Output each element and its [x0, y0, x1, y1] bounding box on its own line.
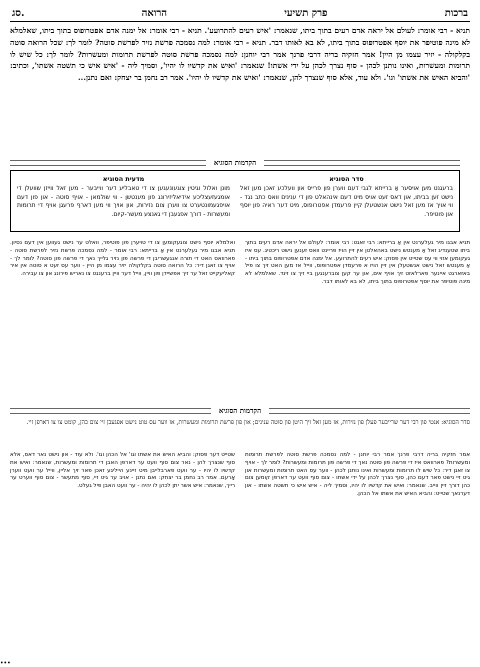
banner-ornament-right: [269, 408, 470, 414]
page: [10, 8, 470, 658]
footer-marker: •••: [0, 660, 11, 667]
commentary-section-1: [10, 240, 470, 396]
banner-label: הקדמות הסוגיא: [213, 158, 257, 167]
commentary2-left-column: שטייט דער פסוק: והביא האיש את אשתו וגו' אל הכהן וגו'. ולא עוד - און נישט נאר דאס, אלא סוף שנצרך להן - נאר צום סוף וועט ער דארפן האבן די תרומות ומעשרות, שנאמר: ואיש את קדשיו לו יהיו - ער וועט פארבלייבן מיט זיינע הייליגע זאכן פאר זיך אליין, ווייל ער וועט ווערן אָרעם. אמר רב נחמן בר יצחק: ואם נתנן - אויב ער גיט זיי, סוף מתעשר - צום סוף ווערט ער רייך, שנאמר: איש אשר יתן לכהן לו יהיה - ער וועט האבן פיל געלט.: [10, 452, 235, 490]
chapter-number: פרק תשיעי: [284, 8, 328, 19]
gemara-text: [10, 25, 470, 125]
intro-left-text: מונן ואלול וגיטין צוגעונעגען צו די טאבליע דער ווייבער - מען זאל ווייזן שוועלן די אומגעזעצליכע אידיאליזירונג פון מענטשן - ווי שולמאן - אויף סוטה - און פון דעם אויפגעמונטערט צו ווערן צום נזירות, און אויך ווי מען דארף פרעגן אויף די תרומות ומעשרות - דורך אפגעבן די גאנצע מעשר-קיום.: [17, 185, 230, 218]
banner-ornament-left: [10, 408, 211, 414]
page-header: [10, 8, 470, 19]
commentary-section-2: [10, 452, 470, 656]
intro-section-1: [10, 158, 460, 226]
header-divider: [10, 21, 470, 22]
commentary1-right-column: תניא אבגו מיר געלערנט אין אַ ברייתא: רבי זאגט: רבי אומר: לעולם אל יראה אדם רעים בתוך ביתו שטענדיג זאל אַ מענטש נישט באהאלטן אין זיין הויז פריינט וואס זענען נישט ריכטיג. עס איז געקומען אזוי ווי עס שטייט אין פסוק: איש רעים להתרועע. אל ימנה אדם אפטרופוס בתוך ביתו - אַ מענטש זאל נישט אנשטעלן אין זיין הויז א פרעמדן אפטרופוס, ווייל אז מען האט זיך צו פיל באזארגט איינער פארלאזט זיך אויף אים, און ער קען צוברענגען ביי זיך צו זינד. שאלמלא לא מינה פוטיפר את יוסף אפטרופוס בתוך ביתו, לא בא לאותו דבר.: [245, 240, 470, 285]
intro-right-column: [240, 175, 453, 219]
intro-left-column: [17, 175, 230, 219]
intro-box-1: [10, 170, 460, 232]
tractate-name: ברכות: [444, 8, 468, 19]
intro-right-subhead: סדר הסוגיא: [329, 175, 364, 183]
intro-left-subhead: מדעית הסוגיא: [102, 175, 145, 183]
intro-banner-2: [10, 406, 470, 415]
commentary2-right-column: אמר חזקיה בריה דרבי פרנך אמר רבי יוחנן - למה נסמכה פרשת סוטה לפרשת תרומות ומעשרות? פארוואס איז די פרשה פון סוטה נאך די פרשה פון תרומות ומעשרות? לומר לך - אויף צו זאגן דיר: כל שיש לו תרומות ומעשרות ואינו נותנן לכהן - ווער עס האט תרומות ומעשרות און גיט זיי נישט פאר דעם כהן, סוף נצרך לכהן על ידי אשתו - צום סוף וועט ער דארפן קומען צום כהן דורך זיין ווייב. שנאמר: ואיש את קדשיו לו יהיו, וסמיך ליה - איש איש כי תשטה אשתו - און דערנאך שטייט: והביא האיש את אשתו אל הכהן.: [245, 452, 470, 497]
intro-banner-1: [10, 158, 460, 167]
intro-right-text: ברעגנט מען אויסער אַ ברייתא לגבי דעם ווערן פון פרייס און וועלכע זאכן מען זאל נישט זען בביתו, און דאס זעט אויס מיט דעם אינהאלט פון די ענינים וואס כתב נגד - ווי אויך אז מען זאל נישט אנשטעלן קיין פרעמדן אפטרופוס, מיט דער ראיה פון יוסף און פוטיפר.: [240, 185, 453, 218]
banner-ornament-left: [10, 160, 206, 166]
intro2-text: סדר הסוגיא: אנטי פון רבי דער שרייבער פעלן פון נזירות, אז מען זאל זיך היטן פון סוטה ענינים; און פון פרשת תרומות ומעשרות, אז ווער עס טוט נישט אפגעבן זיי צום כהן, קומט צו צו דארפן זיי.: [26, 419, 470, 426]
chapter-name: הרואה: [141, 8, 168, 19]
gemara-body: תניא - רבי אומר: לעולם אל יראה אדם רעים בתוך ביתו, שנאמר: 'איש רעים להתרועע'. תניא - רבי אומר: אל ימנה אדם אפטרופוס בתוך ביתו, שאלמלא לא מינה פוטיפר את יוסף אפטרופוס בתוך ביתו, לא בא לאותו דבר. תניא - רבי אומר: למה נסמכה פרשת נזיר לפרשת סוטה? לומר לך: שכל הרואה סוטה בקלקולה - יזיר עצמו מן היין! אמר חזקיה בריה דרבי פרנך אמר רבי יוחנן: למה נסמכה פרשת סוטה לפרשת תרומות ומעשרות? לומר לך: כל שיש לו תרומות ומעשרות, ואינו נותנן לכהן - סוף נצרך לכהן על ידי אשתו! שנאמר: 'ואיש את קדשיו לו יהיו', וסמיך ליה - 'איש איש כי תשטה אשתו', וכתיב: 'והביא האיש את אשתו' וגו'. ולא עוד, אלא סוף שנצרך להן, שנאמר: 'ואיש את קדשיו לו יהיו'. אמר רב נחמן בר יצחק: ואם נתנן...: [10, 26, 470, 83]
banner-ornament-right: [264, 160, 460, 166]
intro-section-2: [10, 406, 470, 427]
page-number: סג.: [12, 8, 25, 19]
commentary1-left-column: ואלמלא יוסף נישט צוגעקומען צו די טויערן פון פוטיפר, וואלט ער נישט געווען אין דעם נסיון. תניא אבגו מיר געלערנט אין אַ ברייתא: רבי אומר - למה נסמכה פרשת נזיר לפרשת סוטה - פארוואס האט די תורה אנגעשריבן די פרשה פון נזיר גלייך נאך די פרשה פון סוטה? לומר לך - אויף צו זאגן דיר: כל הרואה סוטה בקלקולה יזיר עצמו מן היין - ווער עס זעט א סוטה אין איר קאליעקייט זאל ער זיך אפשיידן פון וויין, ווייל דער וויין ברענגט צו נאריש פירונג און צו עבירה.: [10, 240, 235, 278]
banner-label: הקדמות הסוגיא: [218, 406, 262, 415]
